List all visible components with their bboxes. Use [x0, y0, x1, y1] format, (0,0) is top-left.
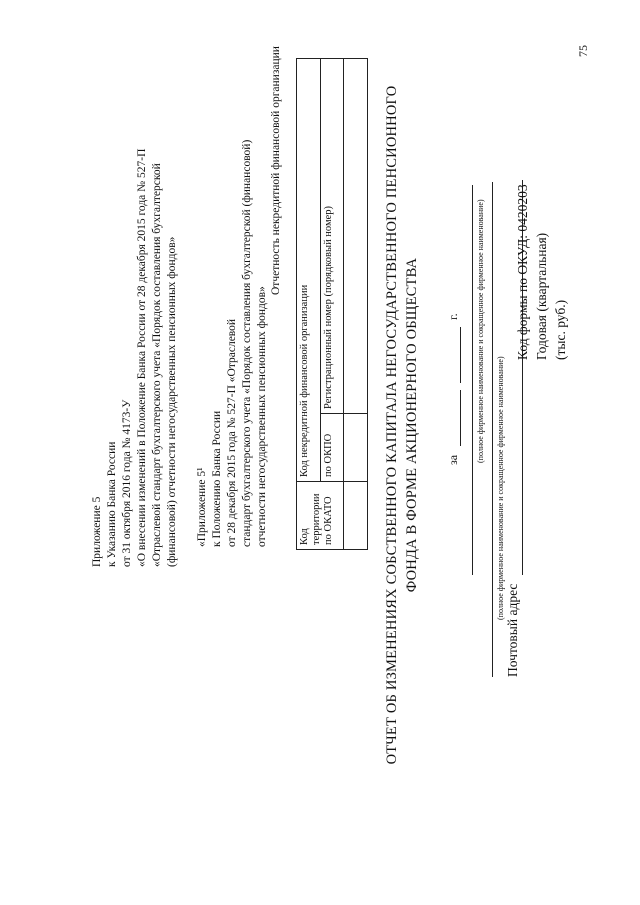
- report-title: [382, 55, 422, 795]
- okud-code: Код формы по ОКУД: 0420203: [515, 184, 530, 360]
- appendix-line: стандарт бухгалтерского учета «Порядок составления бухгалтерской (финансовой): [241, 139, 253, 547]
- page-number: 75: [576, 45, 590, 57]
- period-month-line: [460, 327, 461, 383]
- appendix-line: к Положению Банка России: [211, 410, 223, 547]
- report-title-line1: ОТЧЕТ ОБ ИЗМЕНЕНИЯХ СОБСТВЕННОГО КАПИТАЛА НЕГОСУДАРСТВЕННОГО ПЕНСИОННОГО: [384, 85, 400, 765]
- header-line: «Отраслевой стандарт бухгалтерского учета «Порядок составления бухгалтерской: [151, 163, 163, 567]
- org-name-line-2: [492, 182, 493, 677]
- org-name-caption: (полное фирменное наименование и сокращенное фирменное наименование): [496, 356, 505, 620]
- okpo-value-cell: [344, 414, 368, 482]
- report-title-line2: ФОНДА В ФОРМЕ АКЦИОНЕРНОГО ОБЩЕСТВА: [404, 257, 420, 593]
- header-line: от 31 октября 2016 года № 4173-У: [121, 399, 133, 567]
- org-code-header-cell: Код некредитной финансовой организации: [297, 59, 321, 482]
- reg-number-value-cell: [344, 59, 368, 414]
- appendix-block: [195, 27, 270, 547]
- report-units: (тыс. руб.): [553, 299, 568, 360]
- territory-code-cell: Код территории по ОКАТО: [297, 482, 344, 550]
- fin-org-report-label: Отчетность некредитной финансовой организации: [270, 46, 282, 295]
- header-block: [90, 67, 180, 567]
- form-info: [513, 184, 570, 360]
- header-line: Приложение 5: [91, 496, 103, 567]
- territory-value-cell: [344, 482, 368, 550]
- period-day-line: [460, 390, 461, 446]
- period-za-label: за: [446, 454, 460, 465]
- postal-address-label: Почтовый адрес: [505, 583, 520, 677]
- header-line: (финансовой) отчетности негосударственных пенсионных фондов»: [166, 236, 178, 567]
- report-period: Годовая (квартальная): [534, 232, 549, 360]
- codes-table: [296, 58, 368, 550]
- appendix-line: отчетности негосударственных пенсионных фондов»: [256, 286, 268, 547]
- org-name-caption-top: (полное фирменное наименование и сокращенное фирменное наименование): [476, 199, 485, 463]
- period-year-suffix: г.: [446, 313, 460, 320]
- appendix-line: от 28 декабря 2015 года № 527-П «Отраслевой: [226, 318, 238, 547]
- header-line: к Указанию Банка России: [106, 441, 118, 567]
- reg-number-cell: Регистрационный номер (порядковый номер): [320, 59, 344, 414]
- appendix-line: «Приложение 5¹: [196, 467, 208, 547]
- org-name-line: [472, 185, 473, 575]
- header-line: «О внесении изменений в Положение Банка России от 28 декабря 2015 года № 527-П: [136, 148, 148, 567]
- okpo-cell: по ОКПО: [320, 414, 344, 482]
